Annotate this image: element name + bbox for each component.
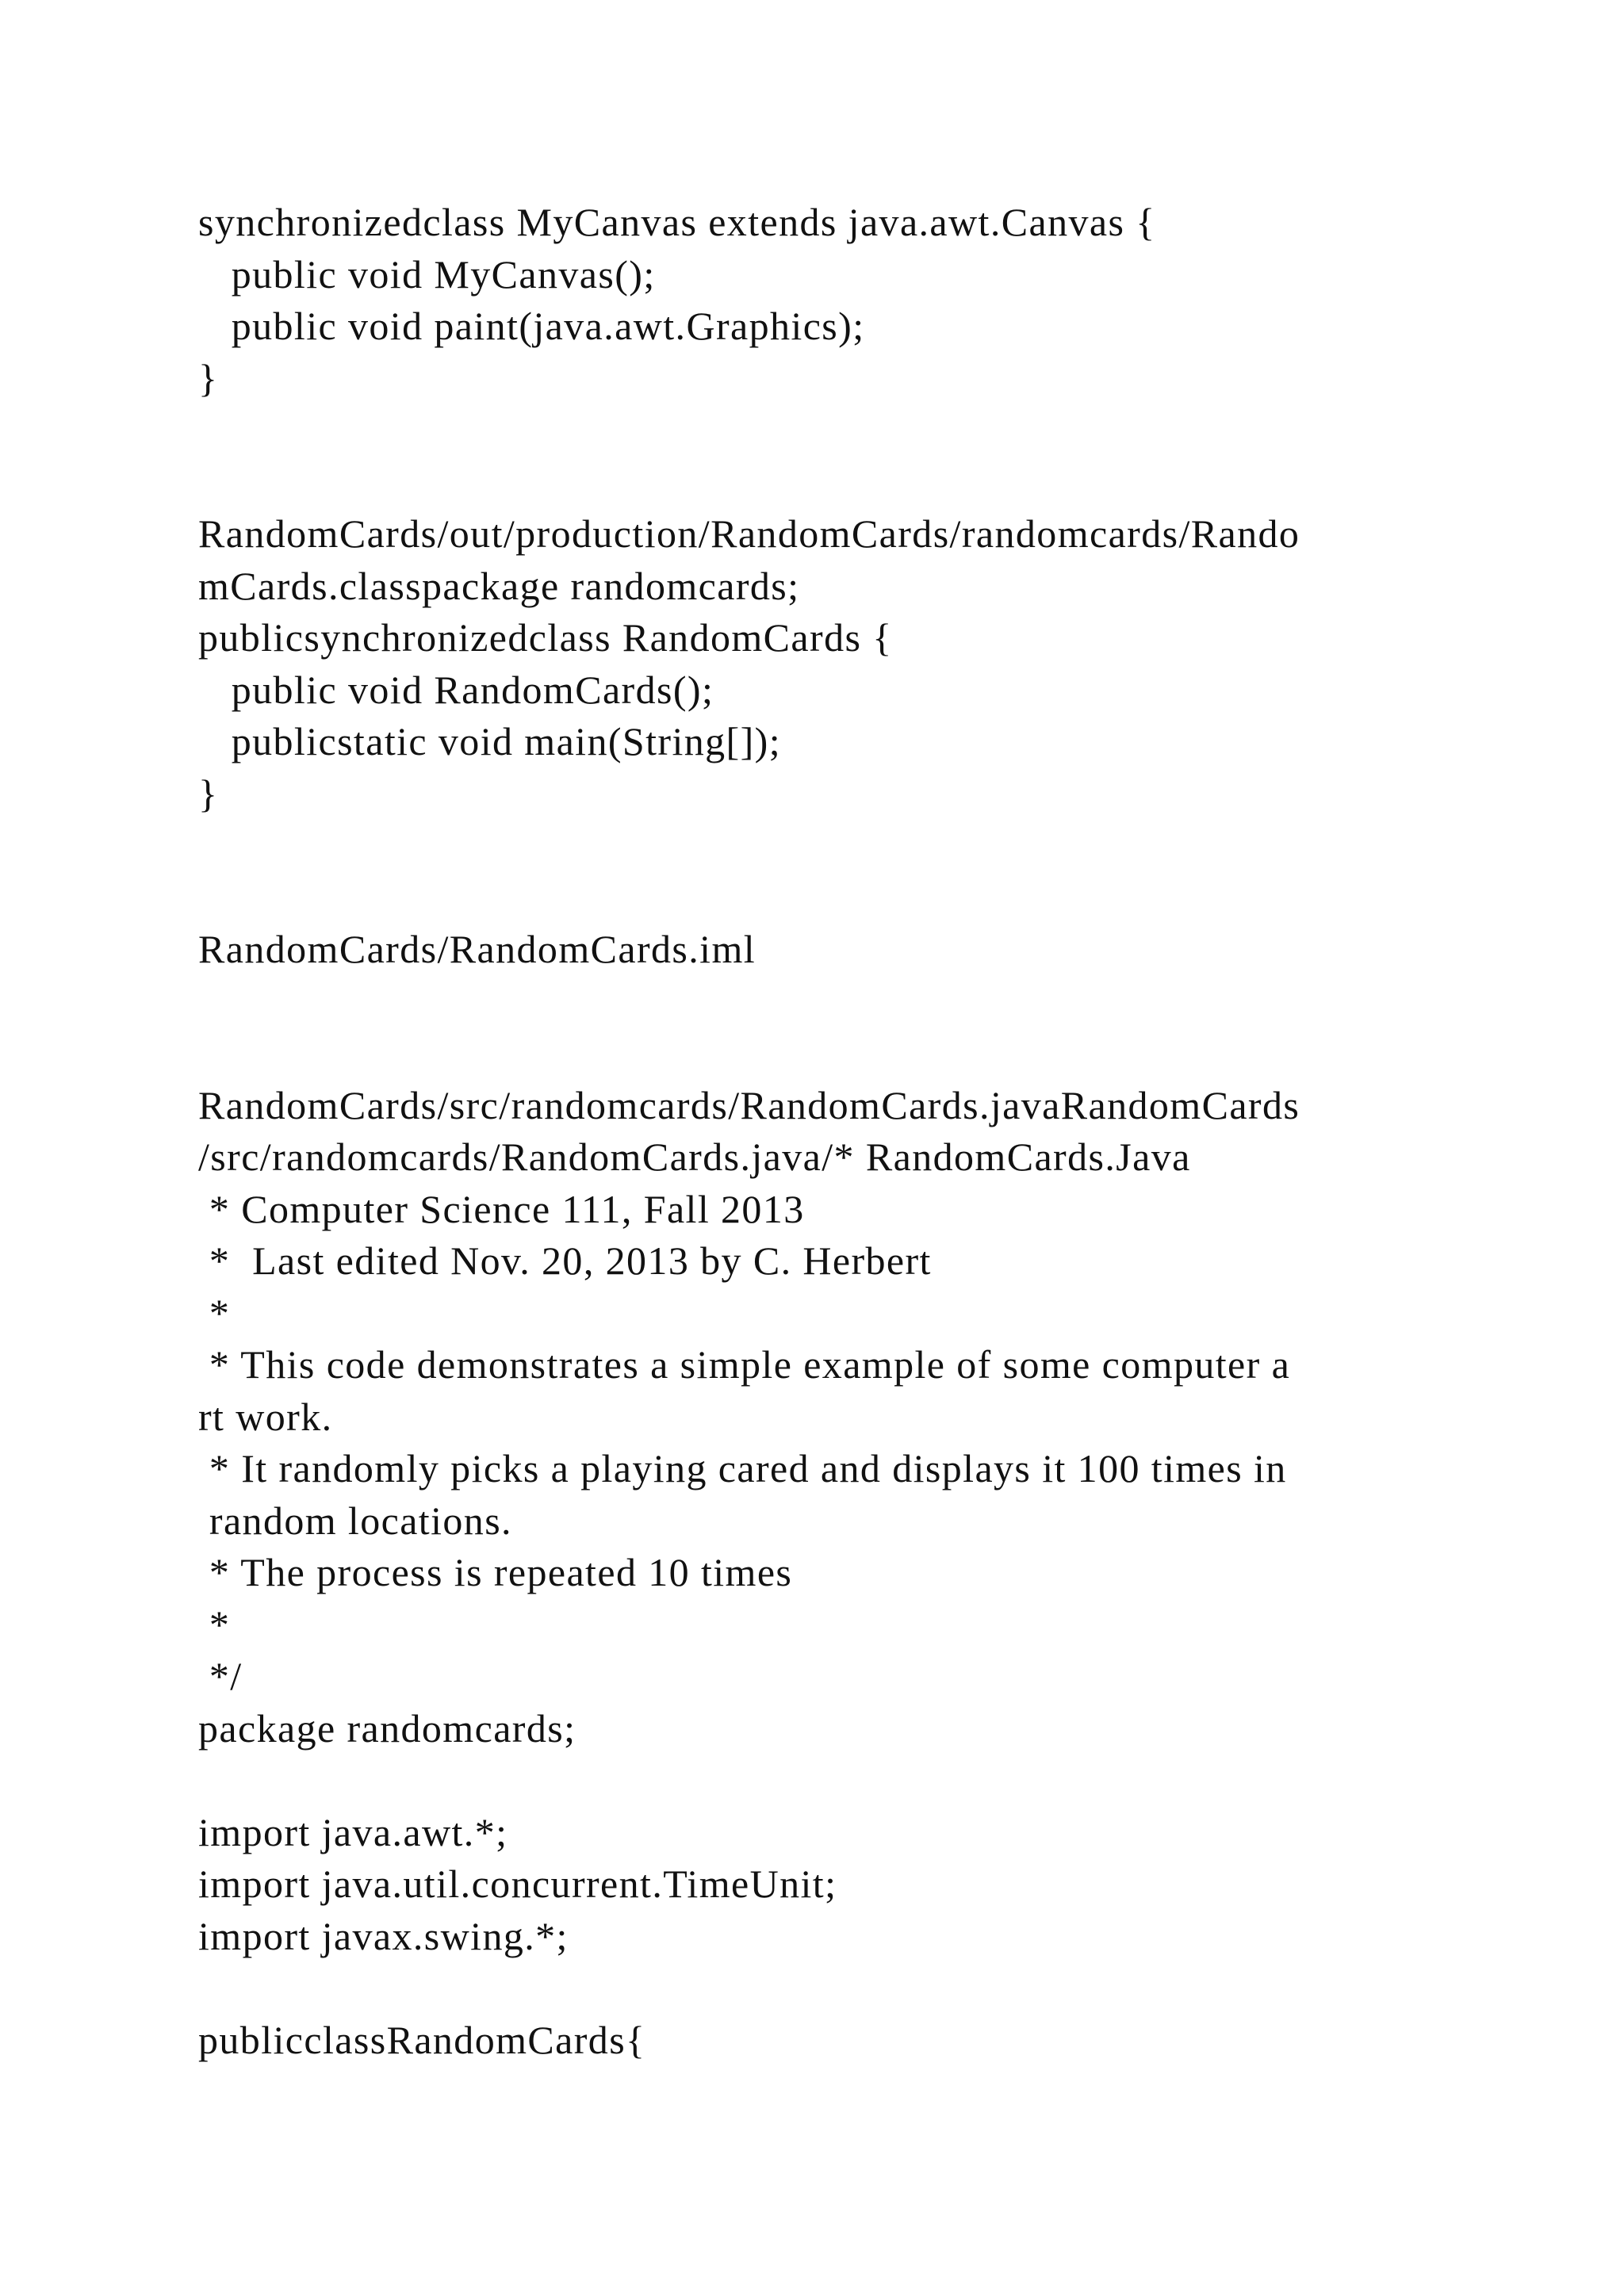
text-line: [198, 1962, 1467, 2015]
text-line: * The process is repeated 10 times: [198, 1550, 793, 1594]
text-line: [198, 1755, 1467, 1807]
document-text: [198, 197, 1467, 2066]
text-line: [198, 1027, 1467, 1080]
text-line: * This code demonstrates a simple example of some computer a: [198, 1342, 1291, 1387]
text-line: *: [198, 1601, 231, 1647]
text-line: random locations.: [198, 1498, 512, 1543]
text-line: }: [198, 771, 219, 816]
text-line: public void paint(java.awt.Graphics);: [198, 304, 865, 348]
text-line: [198, 872, 1467, 924]
text-line: public void RandomCards();: [198, 667, 714, 712]
text-line: *: [198, 1290, 231, 1335]
text-line: rt work.: [198, 1394, 333, 1439]
text-line: import java.util.concurrent.TimeUnit;: [198, 1862, 837, 1906]
text-line: publicclassRandomCards{: [198, 2017, 646, 2062]
text-line: [198, 976, 1467, 1028]
text-line: * Last edited Nov. 20, 2013 by C. Herbert: [198, 1238, 932, 1283]
text-line: publicsynchronizedclass RandomCards {: [198, 615, 893, 660]
text-line: import java.awt.*;: [198, 1809, 508, 1854]
text-line: [198, 457, 1467, 509]
text-line: RandomCards/src/randomcards/RandomCards.javaRandomCards: [198, 1082, 1300, 1127]
text-line: * It randomly picks a playing cared and displays it 100 times in: [198, 1446, 1287, 1490]
text-line: */: [198, 1654, 243, 1698]
text-line: synchronizedclass MyCanvas extends java.awt.Canvas {: [198, 200, 1156, 244]
text-line: [198, 404, 1467, 457]
text-line: [198, 820, 1467, 872]
text-line: publicstatic void main(String[]);: [198, 719, 781, 763]
text-line: }: [198, 355, 219, 400]
text-line: * Computer Science 111, Fall 2013: [198, 1186, 805, 1231]
text-line: package randomcards;: [198, 1705, 576, 1751]
text-line: RandomCards/RandomCards.iml: [198, 927, 756, 971]
text-line: public void MyCanvas();: [198, 251, 656, 297]
text-line: mCards.classpackage randomcards;: [198, 563, 800, 608]
text-line: import javax.swing.*;: [198, 1913, 569, 1958]
text-line: /src/randomcards/RandomCards.java/* RandomCards.Java: [198, 1135, 1191, 1179]
text-line: RandomCards/out/production/RandomCards/randomcards/Rando: [198, 511, 1300, 556]
